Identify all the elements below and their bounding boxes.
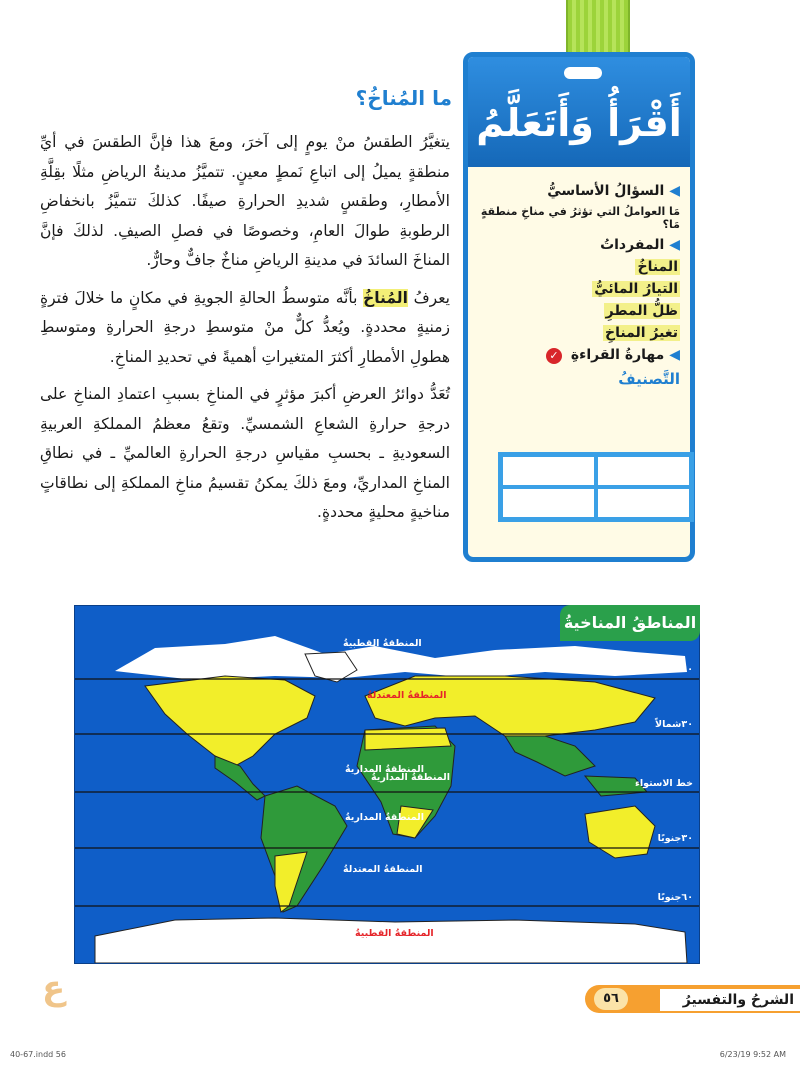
zone-label: المنطقةُ المداريةُ xyxy=(345,812,424,823)
section-label: الشرحُ والتفسيرُ xyxy=(660,989,800,1011)
vocab-term: ظلُّ المطرِ xyxy=(605,303,678,319)
triangle-marker-icon: ◀ xyxy=(669,347,680,363)
vocabulary-heading: ◀ المفرداتُ xyxy=(600,237,680,253)
latitude-label: ٣٠شمالاً xyxy=(655,719,693,730)
sahara xyxy=(365,728,451,750)
zone-label: المنطقةُ القطبيةُ xyxy=(355,928,434,939)
south-america xyxy=(261,786,347,912)
publisher-logo-icon: ع xyxy=(42,968,66,1008)
read-and-learn-header xyxy=(468,57,690,167)
highlighted-term: المُناخُ xyxy=(363,288,408,307)
vocab-term: التيارُ المائيُّ xyxy=(594,281,678,297)
table-cell[interactable] xyxy=(501,455,596,487)
file-info: 40-67.indd 56 xyxy=(10,1050,66,1059)
latitude-label: خط الاستواء xyxy=(635,778,693,789)
zone-label: المنطقةُ المعتدلةُ xyxy=(367,690,447,701)
latitude-label: ٦٠جنوبًا xyxy=(657,892,693,903)
table-cell[interactable] xyxy=(596,455,691,487)
table-cell[interactable] xyxy=(596,487,691,519)
zone-label: المنطقةُ المعتدلةُ xyxy=(343,864,423,875)
read-and-learn-box xyxy=(463,52,695,562)
zone-label: المنطقةُ المداريةُ xyxy=(345,764,424,775)
article-body xyxy=(40,128,450,536)
section-heading: ما المُناخُ؟ xyxy=(355,86,452,110)
print-date: 6/23/19 9:52 AM xyxy=(719,1050,786,1059)
antarctica xyxy=(95,918,687,963)
page-number: ٥٦ xyxy=(594,988,628,1010)
reading-skill-heading: ◀ مهارةُ القراءةِ ✓ xyxy=(478,347,680,364)
essential-question-heading: ◀ السؤالُ الأساسيُّ xyxy=(547,183,680,199)
south-asia xyxy=(505,736,595,776)
north-america xyxy=(145,676,315,766)
vocab-term: تغيرُ المناخِ xyxy=(605,325,678,341)
hanger-hole xyxy=(564,67,602,79)
paragraph: يتغيَّرُ الطقسُ منْ يومٍ إلى آخرَ، ومعَ هذا فإنَّ الطقسَ في أيِّ منطقةٍ يميلُ إلى اتباعِ نَمطٍ معينٍ. تتميَّزُ مدينةُ الرياضِ مثلًا بقِلَّةِ الأمطارِ، وطقسٍ شديدِ الحرارةِ صيفًا. كذلكَ تتميَّزُ بانخفاضِ الرطوبةِ طوالَ العامِ، وخصوصًا في فصلِ الصيفِ. لذلكَ فإنَّ المناخَ السائدَ في مدينةِ الرياضِ مناخٌ جافٌّ وحارٌّ. xyxy=(40,133,450,269)
paragraph: تُعَدُّ دوائرُ العرضِ أكبرَ مؤثرٍ في المناخِ بسببِ اعتمادِ المناخِ على درجةِ حرارةِ الشعاعِ الشمسيِّ. وتقعُ معظمُ المملكةِ العربيةِ السعوديةِ ـ بحسبِ مقياسِ درجةِ الحرارةِ العالميِّ ـ في نطاقِ المناخِ المداريِّ، ومعَ ذلكَ يمكنُ تقسيمُ مناخِ المملكةِ إلى نطاقاتٍ مناخيةٍ محليةٍ محددةٍ. xyxy=(40,385,450,521)
climate-zones-map xyxy=(74,605,700,964)
read-and-learn-title: أَقْرَأُ وَأَتَعَلَّمُ xyxy=(476,101,682,145)
australia xyxy=(585,806,655,858)
paragraph: يعرفُ المُناخُ بأنَّه متوسطُ الحالةِ الجويةِ في مكانٍ ما خلالَ فترةٍ زمنيةٍ محددةٍ. ويُعدُّ كلٌّ منْ متوسطِ درجةِ الحرارةِ ومتوسطِ هطولِ الأمطارِ أكثرَ المتغيراتِ أهميةً في تحديدِ المناخِ. xyxy=(40,288,450,366)
classify-label: التَّصنيفُ xyxy=(618,370,680,388)
world-map-svg xyxy=(75,606,699,963)
latitude-label: ٣٠جنوبًا xyxy=(657,833,693,844)
map-title: المناطقُ المناخيةُ xyxy=(560,605,700,641)
check-icon: ✓ xyxy=(546,348,562,364)
zone-label: المنطقةُ القطبيةُ xyxy=(343,638,422,649)
essential-question: مَا العواملُ التي تؤثرُ في مناخِ منطقةٍ مَا؟ xyxy=(480,205,680,231)
table-cell[interactable] xyxy=(501,487,596,519)
read-and-learn-body xyxy=(478,177,680,388)
classify-table xyxy=(498,452,694,522)
zone-label: المنطقةُ المداريةُ xyxy=(371,772,450,783)
eurasia xyxy=(365,676,655,736)
vocab-term: المناخُ xyxy=(637,259,678,275)
triangle-marker-icon: ◀ xyxy=(669,183,680,199)
latitude-label: ٦٠شمالاً xyxy=(655,664,693,675)
triangle-marker-icon: ◀ xyxy=(669,237,680,253)
